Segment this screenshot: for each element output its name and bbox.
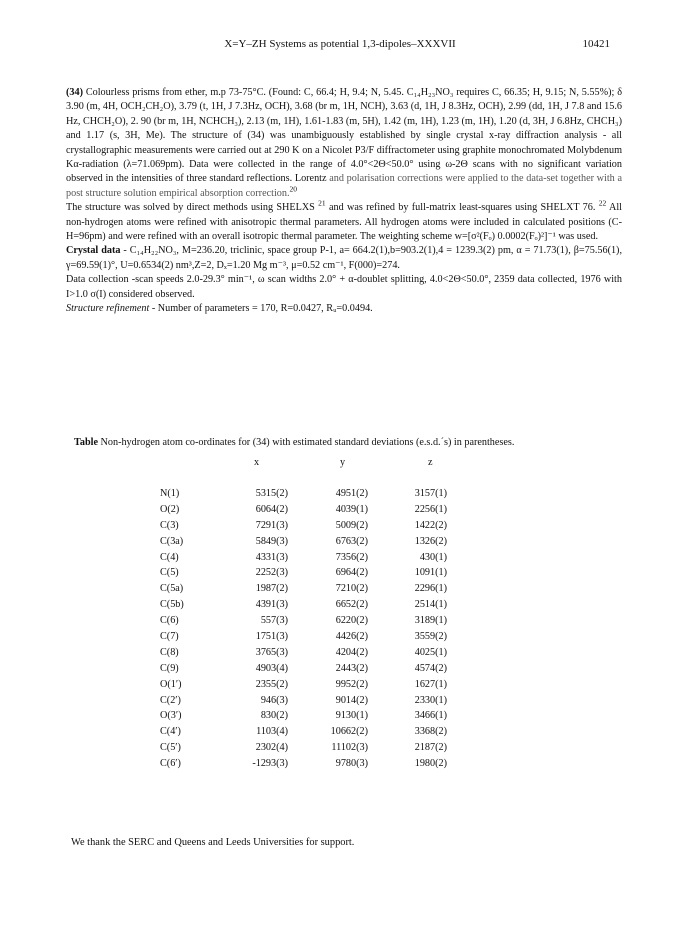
- y-coordinate: 5009(2): [335, 519, 368, 531]
- y-coordinate: 9780(3): [335, 758, 368, 770]
- z-coordinate: 1091(1): [414, 567, 447, 579]
- x-coordinate: 5315(2): [255, 488, 288, 499]
- atom-label: C(2′): [160, 694, 181, 706]
- y-coordinate: 7356(2): [335, 551, 368, 563]
- x-coordinate: 2302(4): [255, 742, 288, 754]
- y-coordinate: 9952(2): [335, 678, 368, 690]
- y-coordinate: 4951(2): [335, 488, 368, 499]
- y-coordinate: 4426(2): [335, 631, 368, 643]
- corrections-text: and polarisation corrections were applied to the data-set together with a post structure solution empirical absorption correction.: [66, 173, 622, 199]
- y-coordinate: 9130(1): [335, 710, 368, 722]
- table-caption: [74, 436, 624, 450]
- reference-20: 20: [289, 184, 298, 194]
- z-coordinate: 4025(1): [414, 646, 447, 658]
- structure-solution: [66, 198, 622, 244]
- table-row: [0, 631, 680, 647]
- table-row: [0, 679, 680, 695]
- y-coordinate: 6763(2): [335, 535, 368, 547]
- atom-label: O(1′): [160, 678, 182, 690]
- table-row: [0, 742, 680, 758]
- table-row: [0, 599, 680, 615]
- atom-label: C(3a): [160, 535, 184, 547]
- atom-label: C(5a): [160, 583, 184, 595]
- table-row: [0, 695, 680, 711]
- z-coordinate: 1980(2): [414, 758, 447, 770]
- x-coordinate: 3765(3): [255, 646, 288, 658]
- x-coordinate: 5849(3): [255, 535, 288, 547]
- atom-label: C(8): [160, 646, 179, 658]
- data-collection: Data collection -scan speeds 2.0-29.3° min⁻¹, ω scan widths 2.0° + α-doublet splitting, 4.0<2Θ<50.0°, 2359 data collected, 1976 with I>1.0 σ(I) considered observed.: [66, 274, 622, 300]
- z-coordinate: 2256(1): [414, 503, 447, 515]
- z-coordinate: 2187(2): [414, 742, 447, 754]
- atom-label: N(1): [160, 488, 180, 499]
- table-row: [0, 504, 680, 520]
- z-coordinate: 1422(2): [414, 519, 447, 531]
- x-coordinate: 7291(3): [255, 519, 288, 531]
- page-number: 10421: [582, 38, 610, 50]
- crystal-data-text: - C₁₄H₂₂NO₃, M=236.20, triclinic, space group P-1, a= 664.2(1),b=903.2(1),4 = 1239.3(2) pm, α = 71.73(1), β=75.56(1), γ=69.59(1)°, U=0.6534(2) nm³,Z=2, Dₓ=1.20 Mg m⁻³, μ=0.52 cm⁻¹, F(000)=274.: [66, 245, 622, 271]
- atom-label: O(2): [160, 503, 180, 515]
- y-coordinate: 9014(2): [335, 694, 368, 706]
- x-coordinate: 2355(2): [255, 678, 288, 690]
- z-coordinate: 1627(1): [414, 678, 447, 690]
- atom-label: C(6′): [160, 758, 181, 770]
- table-row: [0, 663, 680, 679]
- solution-text-b: and was refined by full-matrix least-squares using SHELXT 76.: [325, 202, 596, 214]
- crystal-data-label: Crystal data: [66, 245, 121, 257]
- y-coordinate: 7210(2): [335, 583, 368, 595]
- table-row: [0, 536, 680, 552]
- running-title: X=Y–ZH Systems as potential 1,3-dipoles–XXXVII: [224, 38, 456, 50]
- y-coordinate: 4039(1): [335, 503, 368, 515]
- y-coordinate: 4204(2): [335, 646, 368, 658]
- x-coordinate: 2252(3): [255, 567, 288, 579]
- compound-label: (34): [66, 87, 83, 98]
- y-coordinate: 6964(2): [335, 567, 368, 579]
- z-coordinate: 3368(2): [414, 726, 447, 738]
- table-row: [0, 520, 680, 536]
- experimental-text: [66, 86, 622, 317]
- coordinate-table: [0, 488, 680, 774]
- atom-label: O(3′): [160, 710, 182, 722]
- y-coordinate: 2443(2): [335, 662, 368, 674]
- z-coordinate: 4574(2): [414, 662, 447, 674]
- y-coordinate: 11102(3): [331, 742, 368, 754]
- table-row: [0, 615, 680, 631]
- atom-label: C(4′): [160, 726, 181, 738]
- table-row: [0, 552, 680, 568]
- x-coordinate: 557(3): [260, 615, 288, 627]
- atom-label: C(9): [160, 662, 179, 674]
- refinement-text: - Number of parameters = 170, R=0.0427, Rᵤ=0.0494.: [149, 303, 373, 315]
- x-coordinate: 1751(3): [255, 631, 288, 643]
- structure-refinement: [66, 302, 622, 316]
- reference-22: 22: [598, 198, 607, 208]
- z-coordinate: 1326(2): [414, 535, 447, 547]
- column-header-y: y: [340, 457, 346, 468]
- reference-21: 21: [318, 198, 326, 208]
- x-coordinate: 946(3): [260, 694, 288, 706]
- atom-label: C(5′): [160, 742, 181, 754]
- y-coordinate: 10662(2): [330, 726, 368, 738]
- column-header-z: z: [428, 457, 433, 468]
- x-coordinate: 4331(3): [255, 551, 288, 563]
- atom-label: C(5b): [160, 599, 184, 611]
- table-caption-text: Non-hydrogen atom co-ordinates for (34) with estimated standard deviations (e.s.d.´s) in parentheses.: [97, 437, 515, 448]
- running-head: [0, 38, 680, 52]
- z-coordinate: 3559(2): [414, 631, 447, 643]
- z-coordinate: 2330(1): [414, 694, 447, 706]
- x-coordinate: 4903(4): [255, 662, 288, 674]
- z-coordinate: 3157(1): [414, 488, 447, 499]
- y-coordinate: 6220(2): [335, 615, 368, 627]
- table-row: [0, 567, 680, 583]
- table-row: [0, 488, 680, 504]
- table-row: [0, 647, 680, 663]
- atom-label: C(7): [160, 631, 179, 643]
- x-coordinate: 1103(4): [256, 726, 288, 738]
- column-header-x: x: [254, 457, 260, 468]
- x-coordinate: 4391(3): [255, 599, 288, 611]
- crystal-data: [66, 244, 622, 273]
- solution-text-c: All non-hydrogen atoms were refined with anisotropic thermal parameters. All hydrogen atoms were included in calculated positions (C-H=96pm) and were refined with an overall isotropic thermal parameter. The weighting scheme w=[σ²(Fₒ) 0.0002(Fₒ)²]⁻¹ was used.: [66, 202, 622, 243]
- table-row: [0, 583, 680, 599]
- y-coordinate: 6652(2): [335, 599, 368, 611]
- z-coordinate: 2514(1): [414, 599, 447, 611]
- compound-paragraph: Colourless prisms from ether, m.p 73-75°C. (Found: C, 66.4; H, 9.4; N, 5.45. C₁₄H₂₃NO₃ requires C, 66.35; H, 9.15; N, 5.55%); δ 3.90 (m, 4H, OCH₂CH₂O), 3.79 (t, 1H, J 7.3Hz, OCH), 3.68 (br m, 1H, NCH), 3.63 (d, 1H, J 8.3Hz, OCH), 2.99 (dd, 1H, J 7.8 and 15.6 Hz, CHCH₂O), 2. 90 (br m, 1H, NCHCH₃), 2.13 (m, 1H), 1.61-1.83 (m, 5H), 1.42 (m, 1H), 1.23 (m, 1H), 1.20 (d, 3H, J 6.8Hz, CHCH₃) and 1.17 (s, 3H, Me). The structure of (34) was unambiguously established by single crystal x-ray diffraction analysis - all crystallographic measurements were carried out at 290 K on a Nicolet P3/F diffractometer using graphite monochromated Molybdenum Kα-radiation (λ=71.069pm). Data were collected in the range of 4.0°<2Θ<50.0° using ω-2Θ scans with no significant variation observed in the intensities of three standard reflections. Lorentz: [66, 87, 622, 185]
- table-row: [0, 758, 680, 774]
- table-row: [0, 726, 680, 742]
- atom-label: C(3): [160, 519, 179, 531]
- refinement-label: Structure refinement: [66, 303, 150, 315]
- compound-description: [66, 86, 622, 201]
- x-coordinate: -1293(3): [252, 758, 288, 770]
- atom-label: C(6): [160, 615, 179, 627]
- table-caption-label: Table: [74, 437, 98, 448]
- atom-label: C(5): [160, 567, 179, 579]
- z-coordinate: 2296(1): [414, 583, 447, 595]
- solution-text: The structure was solved by direct methods using SHELXS: [66, 202, 315, 214]
- z-coordinate: 3189(1): [414, 615, 447, 627]
- acknowledgement: We thank the SERC and Queens and Leeds Universities for support.: [71, 837, 355, 848]
- z-coordinate: 3466(1): [414, 710, 447, 722]
- x-coordinate: 830(2): [260, 710, 288, 722]
- x-coordinate: 1987(2): [255, 583, 288, 595]
- z-coordinate: 430(1): [419, 551, 447, 563]
- x-coordinate: 6064(2): [255, 503, 288, 515]
- atom-label: C(4): [160, 551, 179, 563]
- table-row: [0, 710, 680, 726]
